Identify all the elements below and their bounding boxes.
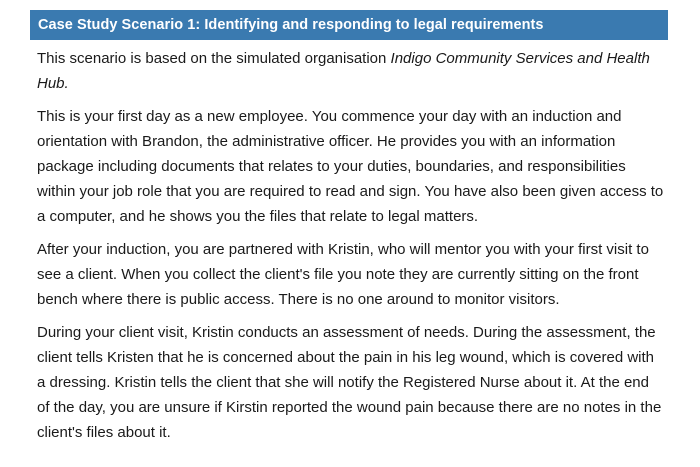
organisation-name: Indigo Community Services and Health Hub.: [37, 50, 650, 92]
intro-text: This scenario is based on the simulated organisation: [37, 50, 391, 67]
scenario-title: Case Study Scenario 1: Identifying and responding to legal requirements: [38, 17, 544, 33]
intro-paragraph: [37, 46, 665, 96]
scenario-body: [37, 46, 665, 453]
paragraph-induction: This is your first day as a new employee. You commence your day with an induction and orientation with Brandon, the administrative officer. He provides you with an information package including documents that relates to your duties, boundaries, and responsibilities within your job role that you are required to read and sign. You have also been given access to a computer, and he shows you the files that relate to legal matters.: [37, 108, 664, 225]
paragraph-mentor-visit: After your induction, you are partnered with Kristin, who will mentor you with your first visit to see a client. When you collect the client's file you note they are currently sitting on the front bench where there is public access. There is no one around to monitor visitors.: [37, 241, 649, 308]
scenario-header: [30, 10, 668, 40]
paragraph-client-assessment: During your client visit, Kristin conducts an assessment of needs. During the assessment, the client tells Kristen that he is concerned about the pain in his leg wound, which is covered with a dressing. Kristin tells the client that she will notify the Registered Nurse about it. At the end of the day, you are unsure if Kirstin reported the wound pain because there are no notes in the client's files about it.: [37, 324, 662, 441]
